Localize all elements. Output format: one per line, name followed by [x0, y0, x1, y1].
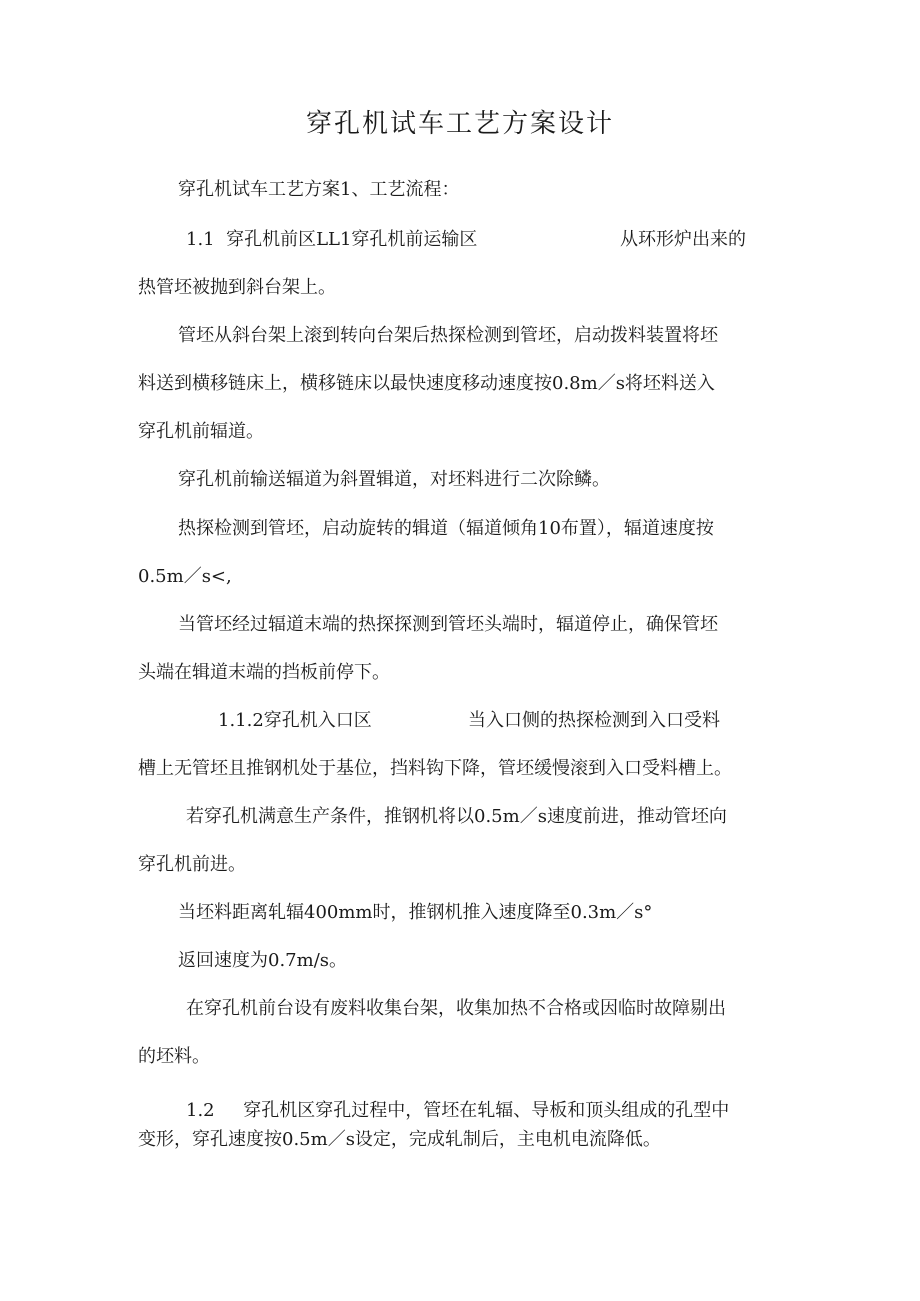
paragraph-line: 当坯料距离轧辐400mm时，推钢机推入速度降至0.3m／s° — [178, 902, 653, 923]
paragraph-line: 返回速度为0.7m/s。 — [178, 950, 347, 971]
paragraph-line: 槽上无管坯且推钢机处于基位，挡料钩下降，管坯缓慢滚到入口受料槽上。 — [138, 758, 732, 779]
paragraph-line: 穿孔机前进。 — [138, 854, 246, 875]
section-1-2-line: 1.2 穿孔机区穿孔过程中，管坯在轧辐、导板和顶头组成的孔型中 — [186, 1100, 730, 1121]
section-1-2-line: 变形，穿孔速度按0.5m／s设定，完成轧制后，主电机电流降低。 — [138, 1129, 661, 1150]
document-title: 穿孔机试车工艺方案设计 — [305, 109, 614, 139]
section-1-1-heading: 1.1 穿孔机前区LL1穿孔机前运输区 — [186, 229, 478, 250]
paragraph-line: 料送到横移链床上，横移链床以最快速度移动速度按0.8m／s将坯料送入 — [138, 373, 715, 394]
paragraph-line: 穿孔机前辐道。 — [138, 421, 264, 442]
intro-line: 穿孔机试车工艺方案1、工艺流程： — [178, 179, 460, 200]
paragraph-line: 头端在辑道末端的挡板前停下。 — [138, 662, 390, 683]
section-1-1-2-heading: 1.1.2穿孔机入口区 — [218, 710, 372, 731]
paragraph-line: 管坯从斜台架上滚到转向台架后热探检测到管坯，启动拨料装置将坯 — [178, 325, 718, 346]
paragraph-line: 在穿孔机前台设有废料收集台架，收集加热不合格或因临时故障剔出 — [186, 998, 726, 1019]
paragraph-line: 热探检测到管坯，启动旋转的辑道（辐道倾角10布置），辐道速度按 — [178, 518, 714, 539]
paragraph-line: 0.5m／s<, — [138, 566, 232, 587]
paragraph-line: 的坯料。 — [138, 1046, 210, 1067]
paragraph-line: 热管坯被抛到斜台架上。 — [138, 277, 336, 298]
section-1-1-2-heading-tail: 当入口侧的热探检测到入口受料 — [468, 710, 720, 731]
section-1-1-heading-tail: 从环形炉出来的 — [620, 229, 746, 250]
paragraph-line: 当管坯经过辐道末端的热探探测到管坯头端时，辐道停止，确保管坯 — [178, 614, 718, 635]
paragraph-line: 若穿孔机满意生产条件，推钢机将以0.5m／s速度前进，推动管坯向 — [186, 806, 727, 827]
paragraph-line: 穿孔机前输送辐道为斜置辑道，对坯料进行二次除鳞。 — [178, 469, 610, 490]
